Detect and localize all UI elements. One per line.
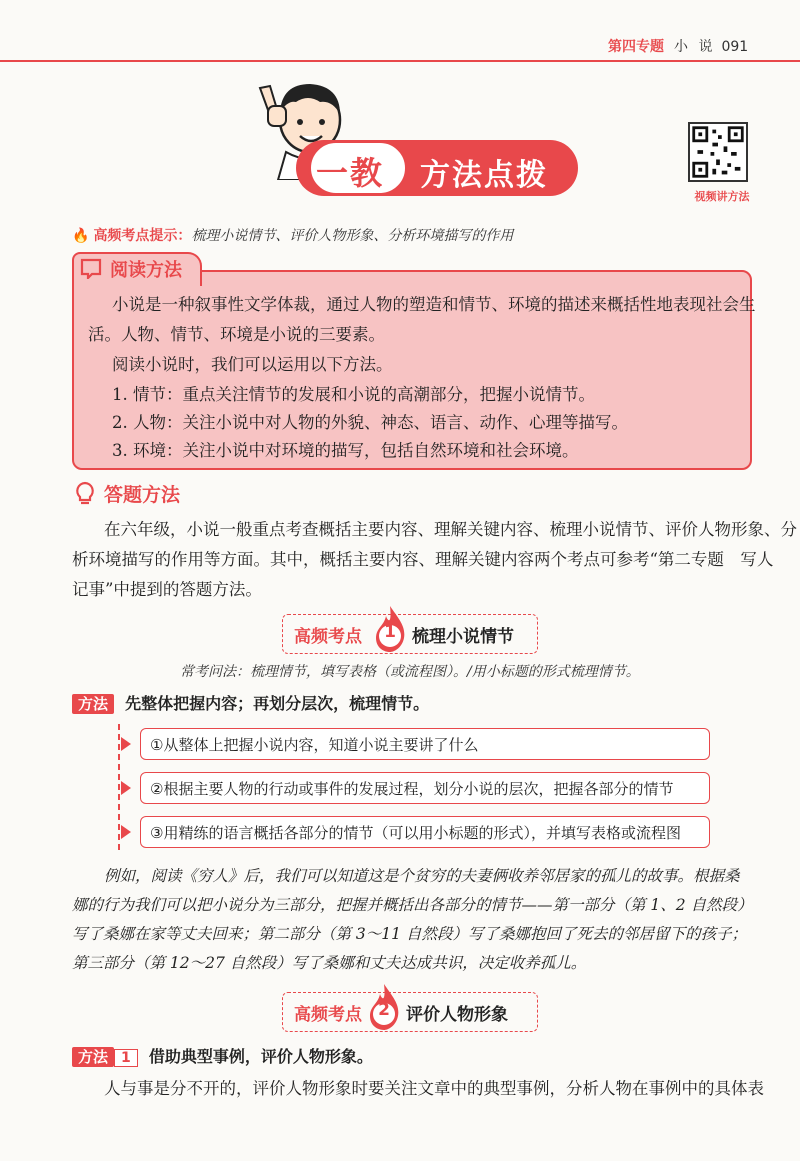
answer-method-title: 答题方法 (104, 484, 181, 506)
reading-item: 2. 人物：关注小说中对人物的外貌、神态、语言、动作、心理等描写。 (112, 413, 628, 432)
key-point-number: 1 (384, 622, 396, 642)
method-row (72, 1044, 373, 1067)
method-text: 先整体把握内容；再划分层次，梳理情节。 (125, 694, 430, 713)
header-topic: 第四专题 (608, 39, 664, 55)
arrow-right-icon (121, 781, 131, 795)
key-point-number: 2 (378, 1000, 390, 1020)
key-point-title: 评价人物形象 (406, 1005, 508, 1025)
running-header (608, 36, 748, 58)
reading-paragraph: 小说是一种叙事性文学体裁，通过人物的塑造和情节、环境的描述来概括性地表现社会生 (112, 295, 756, 314)
method-number: 1 (114, 1049, 138, 1067)
flame-icon: 🔥 (72, 228, 90, 244)
key-point-label: 高频考点 (294, 1005, 362, 1025)
example-paragraph: 例如，阅读《穷人》后，我们可以知道这是个贫穷的夫妻俩收养邻居家的孤儿的故事。根据桑 (104, 867, 740, 885)
reading-item: 1. 情节：重点关注情节的发展和小说的高潮部分，把握小说情节。 (112, 385, 595, 404)
example-paragraph: 写了桑娜在家等丈夫回来；第二部分（第 3～11 自然段）写了桑娜抱回了死去的邻居留下的孩子； (72, 925, 747, 943)
header-rule (0, 60, 800, 62)
method-label: 方法 (72, 694, 114, 714)
method-row (72, 691, 429, 714)
key-point-label: 高频考点 (294, 627, 362, 647)
banner-left-text: 一教 (316, 154, 385, 192)
qr-code-icon[interactable] (688, 122, 748, 182)
reading-method-title: 阅读方法 (110, 260, 182, 281)
example-paragraph: 娜的行为我们可以把小说分为三部分，把握并概括出各部分的情节——第一部分（第 1、2 自然段） (72, 896, 753, 914)
banner-title: 方法点拨 (420, 158, 548, 193)
arrow-right-icon (121, 737, 131, 751)
hint-text: 梳理小说情节、评价人物形象、分析环境描写的作用 (191, 228, 514, 244)
answer-paragraph: 析环境描写的作用等方面。其中，概括主要内容、理解关键内容两个考点可参考“第二专题 写人 (72, 550, 774, 569)
common-question: 常考问法：梳理情节，填写表格（或流程图）。/用小标题的形式梳理情节。 (180, 664, 640, 680)
page-number: 091 (721, 39, 749, 55)
lightbulb-icon (74, 481, 96, 505)
method-label: 方法 (72, 1047, 114, 1067)
reading-paragraph: 活。人物、情节、环境是小说的三要素。 (88, 325, 385, 344)
key-point-title: 梳理小说情节 (412, 627, 514, 647)
step-text: ③用精练的语言概括各部分的情节（可以用小标题的形式），并填写表格或流程图 (150, 824, 681, 842)
example-paragraph: 第三部分（第 12～27 自然段）写了桑娜和丈夫达成共识，决定收养孤儿。 (72, 954, 587, 972)
method-text: 借助典型事例，评价人物形象。 (148, 1047, 373, 1066)
reading-item: 3. 环境：关注小说中对环境的描写，包括自然环境和社会环境。 (112, 441, 579, 460)
hint-line (72, 225, 513, 245)
answer-paragraph: 在六年级，小说一般重点考查概括主要内容、理解关键内容、梳理小说情节、评价人物形象、分 (104, 520, 797, 539)
hint-label: 高频考点提示： (93, 228, 192, 244)
qr-caption: 视频讲方法 (694, 190, 750, 203)
reading-paragraph: 阅读小说时，我们可以运用以下方法。 (112, 355, 393, 374)
book-icon (80, 257, 102, 279)
step-text: ②根据主要人物的行动或事件的发展过程，划分小说的层次，把握各部分的情节 (150, 780, 674, 798)
arrow-right-icon (121, 825, 131, 839)
header-chapter: 小 说 (674, 39, 716, 55)
step-text: ①从整体上把握小说内容，知道小说主要讲了什么 (150, 736, 479, 754)
body-paragraph: 人与事是分不开的，评价人物形象时要关注文章中的典型事例，分析人物在事例中的具体表 (104, 1079, 764, 1098)
steps-connector (118, 724, 120, 850)
answer-paragraph: 记事”中提到的答题方法。 (72, 580, 262, 599)
